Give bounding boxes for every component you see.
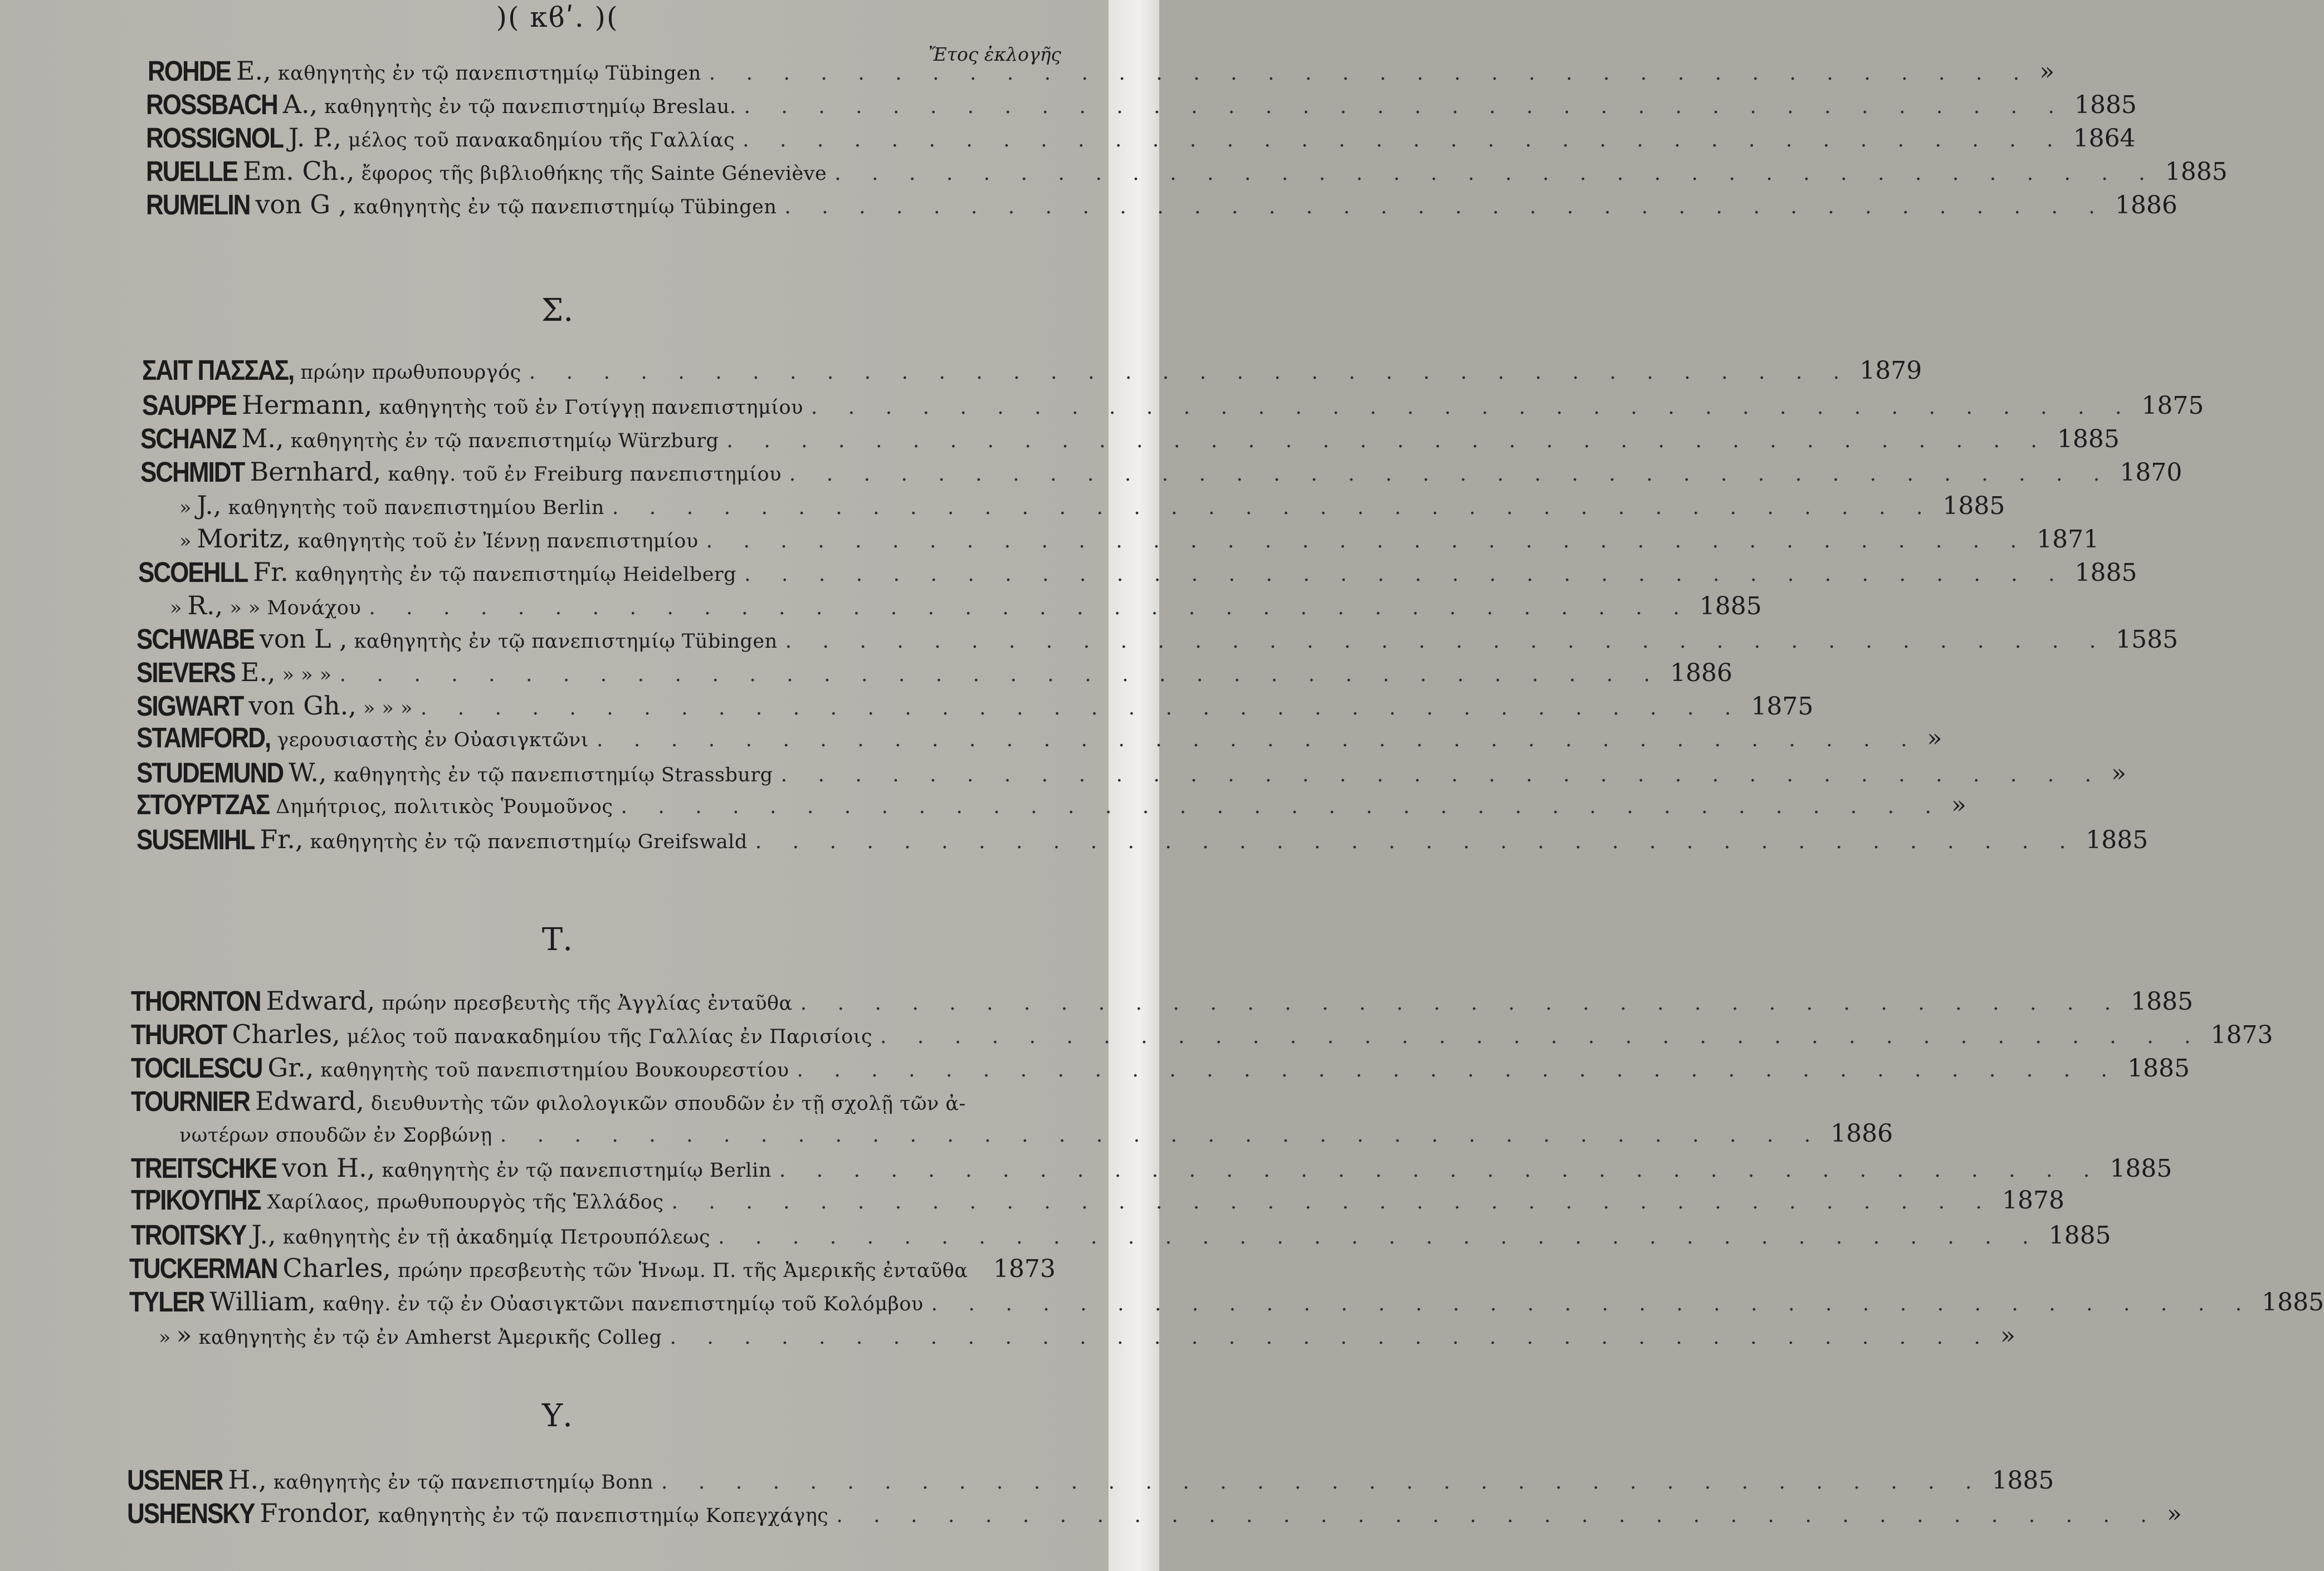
entry-year: 1885: [2074, 91, 2137, 119]
entry-row: [129, 1286, 2324, 1320]
leader-dots: . . . . . . . . . . . . . . . . . . . . . . . . . . . . . . . . . . . .: [718, 1226, 2041, 1249]
entry-description: καθηγητὴς ἐν τῷ πανεπιστημίῳ Greifswald: [310, 831, 748, 853]
entry-description: νωτέρων σπουδῶν ἐν Σορβώνῃ: [179, 1124, 492, 1147]
entry-given-name: Frondor,: [260, 1498, 372, 1528]
entry-given-name: Edward,: [266, 986, 375, 1016]
entry-row: [146, 123, 2136, 156]
entry-row: [131, 986, 2194, 1019]
leader-dots: . . . . . . . . . . . . . . . . . . . . . . . . . . . . . . . . . . . .: [529, 361, 1852, 384]
entry-given-name: Bernhard,: [250, 457, 382, 487]
entry-name: RUMELIN: [146, 189, 250, 221]
entry-year: 1864: [2073, 124, 2136, 153]
entry-name: ΣΑΙΤ ΠΑΣΣΑΣ,: [142, 355, 294, 386]
leader-dots: . . . . . . . . . . . . . . . . . . . . . . . . . . . . . . . . . . . .: [800, 992, 2123, 1015]
entry-row: [146, 156, 2228, 189]
entry-year: 1870: [2120, 458, 2183, 487]
entry-row: [131, 1153, 2172, 1186]
leader-dots: . . . . . . . . . . . . . . . . . . . . . . . . . . . . . . . . . . . .: [834, 162, 2157, 185]
entry-description: » » »: [282, 664, 332, 686]
entry-row: [140, 423, 2120, 457]
entry-given-name: Fr.: [253, 557, 289, 587]
entry-row: [136, 624, 2179, 657]
leader-dots: . . . . . . . . . . . . . . . . . . . . . . . . . . . . . . . . . . . .: [670, 1326, 1993, 1349]
entry-year: 1885: [2110, 1154, 2172, 1183]
entry-year: 1878: [2001, 1186, 2064, 1215]
entry-name: SCHANZ: [140, 423, 236, 455]
entry-description: καθηγ. τοῦ ἐν Freiburg πανεπιστημίου: [388, 463, 782, 486]
entry-given-name: von H.,: [282, 1153, 375, 1183]
entry-row: [131, 1053, 2190, 1086]
entry-row: [131, 1019, 2273, 1053]
section-heading-tau: Τ.: [541, 922, 573, 958]
entry-year: 1873: [993, 1255, 1056, 1283]
entry-name: TYLER: [129, 1286, 204, 1318]
entry-year: 1885: [2165, 158, 2228, 186]
entry-given-name: H.,: [228, 1465, 267, 1495]
entry-description: πρώην πρεσβευτὴς τῶν Ἡνωμ. Π. τῆς Ἀμερικῆς ἐνταῦθα: [397, 1260, 968, 1282]
entry-row: [146, 189, 2177, 223]
entry-description: καθηγητὴς τοῦ πανεπιστημίου Βουκουρεστίου: [320, 1059, 789, 1081]
leader-dots: . . . . . . . . . . . . . . . . . . . . . . . . . . . . . . . . . . . .: [784, 195, 2107, 218]
entry-given-name: E.,: [236, 56, 271, 86]
entry-row: [127, 1465, 2054, 1498]
entry-description: καθηγητὴς ἐν τῷ πανεπιστημίῳ Berlin: [382, 1159, 772, 1182]
entry-row: [131, 1086, 980, 1119]
entry-year: 1875: [1751, 692, 1814, 721]
entry-description: καθηγητὴς τοῦ ἐν Γοτίγγῃ πανεπιστημίου: [379, 397, 803, 419]
entry-name: SUSEMIHL: [136, 824, 255, 856]
entry-year: 1886: [1670, 659, 1733, 687]
entry-row: [159, 1320, 2015, 1353]
entry-given-name: William,: [209, 1286, 316, 1316]
leader-dots: . . . . . . . . . . . . . . . . . . . . . . . . . . . . . . . . . . . .: [785, 630, 2108, 653]
entry-row: [142, 355, 1922, 390]
entry-year: »: [2111, 759, 2126, 787]
entry-row: [179, 490, 2005, 523]
entry-given-name: »: [176, 1320, 192, 1350]
entry-name: »: [179, 497, 192, 519]
entry-given-name: R.,: [187, 590, 223, 620]
entry-given-name: Hermann,: [241, 390, 373, 420]
leader-dots: . . . . . . . . . . . . . . . . . . . . . . . . . . . . . . . . . . . .: [880, 1025, 2203, 1048]
entry-row: [136, 824, 2149, 858]
leader-dots: . . . . . . . . . . . . . . . . . . . . . . . . . . . . . . . . . . . .: [789, 463, 2112, 486]
entry-description: καθηγητὴς ἐν τῷ πανεπιστημίῳ Tübingen: [277, 62, 701, 85]
entry-row: [170, 590, 1762, 624]
leader-dots: . . . . . . . . . . . . . . . . . . . . . . . . . . . . . . . . . . . .: [726, 429, 2049, 452]
entry-year: 1885: [2127, 1054, 2190, 1083]
entry-description: καθηγ. ἐν τῷ ἐν Οὐασιγκτῶνι πανεπιστημίῳ τοῦ Κολόμβου: [323, 1293, 924, 1315]
leader-dots: . . . . . . . . . . . . . . . . . . . . . . . . . . . . . . . . . . . .: [621, 795, 1944, 818]
entry-year: 1885: [2057, 425, 2120, 453]
entry-description: καθηγητὴς ἐν τῷ ἐν Amherst Ἀμερικῆς Colleg: [198, 1327, 662, 1349]
entry-given-name: Charles,: [232, 1019, 340, 1049]
entry-row: [127, 1498, 2182, 1531]
entry-description: καθηγητὴς ἐν τῷ πανεπιστημίῳ Tübingen: [354, 630, 778, 653]
entry-name: THORNTON: [131, 986, 261, 1017]
entry-name: THUROT: [131, 1019, 227, 1051]
column-header-election-year: Ἔτος ἐκλογῆς: [928, 43, 1061, 65]
entry-year: 1885: [1699, 592, 1762, 620]
entry-year: 1885: [2131, 987, 2194, 1016]
entry-year: 1885: [1991, 1466, 2054, 1495]
entry-name: STAMFORD,: [136, 722, 271, 754]
entry-year: 1585: [2116, 625, 2179, 654]
entry-row: [136, 757, 2126, 791]
entry-name: TOURNIER: [131, 1086, 250, 1118]
entry-year: 1875: [2141, 391, 2204, 420]
entry-given-name: von Gh.,: [248, 691, 357, 721]
leader-dots: . . . . . . . . . . . . . . . . . . . . . . . . . . . . . . . . . . . .: [339, 663, 1663, 686]
entry-description: » » Μονάχου: [230, 597, 362, 619]
leader-dots: . . . . . . . . . . . . . . . . . . . . . . . . . . . . . . . . . . . .: [661, 1471, 1984, 1494]
entry-given-name: J.,: [197, 490, 222, 520]
entry-row: [131, 1220, 2111, 1253]
entry-row: [148, 56, 2055, 89]
entry-row: [136, 691, 1814, 724]
entry-name: USHENSKY: [127, 1498, 255, 1530]
entry-row: [173, 1119, 1893, 1153]
entry-row: [136, 657, 1733, 691]
entry-name: SCOEHLL: [138, 557, 248, 589]
entry-year: 1879: [1859, 356, 1922, 385]
entry-year: »: [2166, 1500, 2182, 1528]
leader-dots: . . . . . . . . . . . . . . . . . . . . . . . . . . . . . . . . . . . .: [836, 1504, 2159, 1527]
entry-name: ΣΤΟΥΡΤΖΑΣ: [136, 789, 270, 821]
leader-dots: . . . . . . . . . . . . . . . . . . . . . . . . . . . . . . . . . . . .: [706, 530, 2029, 552]
entry-name: ROHDE: [148, 56, 231, 87]
entry-name: »: [179, 530, 192, 552]
entry-year: 1885: [1942, 492, 2005, 520]
entry-description: » » »: [363, 697, 413, 720]
entry-name: SIEVERS: [136, 657, 235, 689]
entry-given-name: Edward,: [255, 1086, 364, 1116]
entry-row: [146, 89, 2137, 123]
entry-name: ΤΡΙΚΟΥΠΗΣ: [131, 1185, 261, 1216]
entry-year: »: [1951, 791, 1966, 819]
entry-row: [142, 390, 2204, 423]
entry-description: ἔφορος τῆς βιβλιοθήκης τῆς Sainte Géneviève: [361, 163, 827, 185]
entry-name: TROITSKY: [131, 1220, 246, 1251]
entry-year: 1886: [2115, 191, 2177, 219]
entry-row: [136, 789, 1966, 824]
entry-name: TUCKERMAN: [129, 1253, 277, 1285]
entry-description: καθηγητὴς ἐν τῷ πανεπιστημίῳ Breslau.: [324, 96, 736, 118]
entry-given-name: M.,: [241, 423, 284, 453]
entry-row: [129, 1253, 1056, 1286]
entry-row: [136, 722, 1942, 757]
entry-year: 1885: [2086, 826, 2149, 854]
entry-description: μέλος τοῦ πανακαδημίου τῆς Γαλλίας: [348, 129, 735, 151]
entry-description: Χαρίλαος, πρωθυπουργὸς τῆς Ἑλλάδος: [267, 1191, 664, 1213]
leader-dots: . . . . . . . . . . . . . . . . . . . . . . . . . . . . . . . . . . . .: [612, 496, 1935, 519]
entry-description: Δημήτριος, πολιτικὸς Ῥουμοῦνος: [276, 796, 613, 818]
leader-dots: . . . . . . . . . . . . . . . . . . . . . . . . . . . . . . . . . . . .: [755, 830, 2078, 853]
entry-given-name: J. P.,: [289, 123, 342, 153]
leader-dots: . . . . . . . . . . . . . . . . . . . . . . . . . . . . . . . . . . . .: [811, 396, 2134, 419]
entry-given-name: Em. Ch.,: [243, 156, 355, 186]
entry-year: 1873: [2210, 1021, 2273, 1049]
entry-name: USENER: [127, 1465, 223, 1496]
entry-given-name: Gr.,: [267, 1053, 314, 1083]
leader-dots: . . . . . . . . . . . . . . . . . . . . . . . . . . . . . . . . . . . .: [500, 1124, 1823, 1147]
leader-dots: . . . . . . . . . . . . . . . . . . . . . . . . . . . . . . . . . . . .: [597, 728, 1920, 751]
entry-name: STUDEMUND: [136, 757, 284, 789]
page-header: )( κϐʹ. )(: [496, 1, 619, 33]
entry-description: καθηγητὴς ἐν τῷ πανεπιστημίῳ Heidelberg: [295, 564, 737, 586]
leader-dots: . . . . . . . . . . . . . . . . . . . . . . . . . . . . . . . . . . . .: [797, 1059, 2120, 1081]
entry-name: »: [159, 1327, 171, 1349]
entry-row: [131, 1185, 2064, 1220]
leader-dots: . . . . . . . . . . . . . . . . . . . . . . . . . . . . . . . . . . . .: [931, 1293, 2254, 1315]
entry-description: πρώην πρωθυπουργός: [300, 361, 521, 384]
entry-row: [138, 557, 2137, 590]
entry-description: καθηγητὴς τοῦ ἐν Ἰέννῃ πανεπιστημίου: [297, 530, 699, 552]
entry-name: TOCILESCU: [131, 1053, 262, 1084]
entry-given-name: A.,: [282, 89, 318, 119]
entry-given-name: von G ,: [255, 189, 347, 219]
section-heading-upsilon: Υ.: [542, 1398, 573, 1434]
entry-given-name: W.,: [289, 757, 327, 787]
entry-row: [140, 457, 2183, 490]
entry-description: πρώην πρεσβευτὴς τῆς Ἀγγλίας ἐνταῦθα: [382, 992, 793, 1015]
entry-given-name: J.,: [251, 1220, 276, 1250]
entry-description: καθηγητὴς ἐν τῷ πανεπιστημίῳ Strassburg: [333, 764, 773, 786]
leader-dots: . . . . . . . . . . . . . . . . . . . . . . . . . . . . . . . . . . . .: [420, 697, 1744, 720]
leader-dots: . . . . . . . . . . . . . . . . . . . . . . . . . . . . . . . . . . . .: [369, 596, 1692, 619]
entry-year: 1871: [2037, 525, 2100, 554]
leader-dots: . . . . . . . . . . . . . . . . . . . . . . . . . . . . . . . . . . . .: [743, 129, 2066, 151]
entry-description: καθηγητὴς ἐν τῷ πανεπιστημίῳ Würzburg: [290, 430, 719, 452]
entry-year: 1885: [2262, 1288, 2324, 1316]
entry-description: διευθυντὴς τῶν φιλολογικῶν σπουδῶν ἐν τῇ σχολῇ τῶν ἀ-: [370, 1093, 966, 1115]
entry-description: καθηγητὴς τοῦ πανεπιστημίου Berlin: [228, 497, 604, 519]
entry-year: »: [2039, 57, 2055, 86]
entry-given-name: Fr.,: [260, 824, 304, 854]
entry-description: γερουσιαστὴς ἐν Οὐασιγκτῶνι: [277, 729, 589, 751]
entry-year: 1886: [1830, 1119, 1893, 1148]
entry-year: 1885: [2048, 1221, 2111, 1250]
leader-dots: . . . . . . . . . . . . . . . . . . . . . . . . . . . . . . . . . . . .: [744, 95, 2067, 118]
leader-dots: . . . . . . . . . . . . . . . . . . . . . . . . . . . . . . . . . . . .: [709, 62, 2032, 85]
entry-given-name: von L ,: [259, 624, 348, 654]
entry-year: »: [1927, 724, 1942, 752]
entry-name: ROSSBACH: [146, 89, 277, 121]
entry-given-name: E.,: [240, 657, 276, 687]
entry-description: μέλος τοῦ πανακαδημίου τῆς Γαλλίας ἐν Παρισίοις: [346, 1026, 873, 1048]
entry-name: TREITSCHKE: [131, 1153, 277, 1185]
entry-description: καθηγητὴς ἐν τῷ πανεπιστημίῳ Bonn: [273, 1471, 653, 1494]
entry-name: RUELLE: [146, 156, 237, 188]
leader-dots: . . . . . . . . . . . . . . . . . . . . . . . . . . . . . . . . . . . .: [671, 1191, 1994, 1213]
entry-given-name: Charles,: [282, 1253, 391, 1283]
entry-description: καθηγητὴς ἐν τῷ πανεπιστημίῳ Tübingen: [353, 196, 777, 218]
section-heading-sigma: Σ.: [541, 292, 574, 329]
entry-year: 1885: [2074, 559, 2137, 587]
entry-name: ROSSIGNOL: [146, 123, 284, 154]
leader-dots: . . . . . . . . . . . . . . . . . . . . . . . . . . . . . . . . . . . .: [744, 563, 2067, 586]
entry-name: SAUPPE: [142, 390, 236, 422]
entry-year: »: [2000, 1322, 2015, 1350]
entry-description: καθηγητὴς ἐν τῷ πανεπιστημίῳ Κοπεγχάγης: [378, 1505, 829, 1527]
entry-name: »: [170, 597, 182, 619]
entry-description: καθηγητὴς ἐν τῇ ἀκαδημίᾳ Πετρουπόλεως: [282, 1226, 711, 1249]
entry-given-name: Moritz,: [197, 523, 291, 554]
entry-name: SCHMIDT: [140, 457, 245, 488]
entry-name: SCHWABE: [136, 624, 254, 655]
leader-dots: . . . . . . . . . . . . . . . . . . . . . . . . . . . . . . . . . . . .: [780, 764, 2104, 786]
entry-row: [179, 523, 2100, 557]
entry-name: SIGWART: [136, 691, 243, 722]
leader-dots: . . . . . . . . . . . . . . . . . . . . . . . . . . . . . . . . . . . .: [779, 1159, 2102, 1182]
